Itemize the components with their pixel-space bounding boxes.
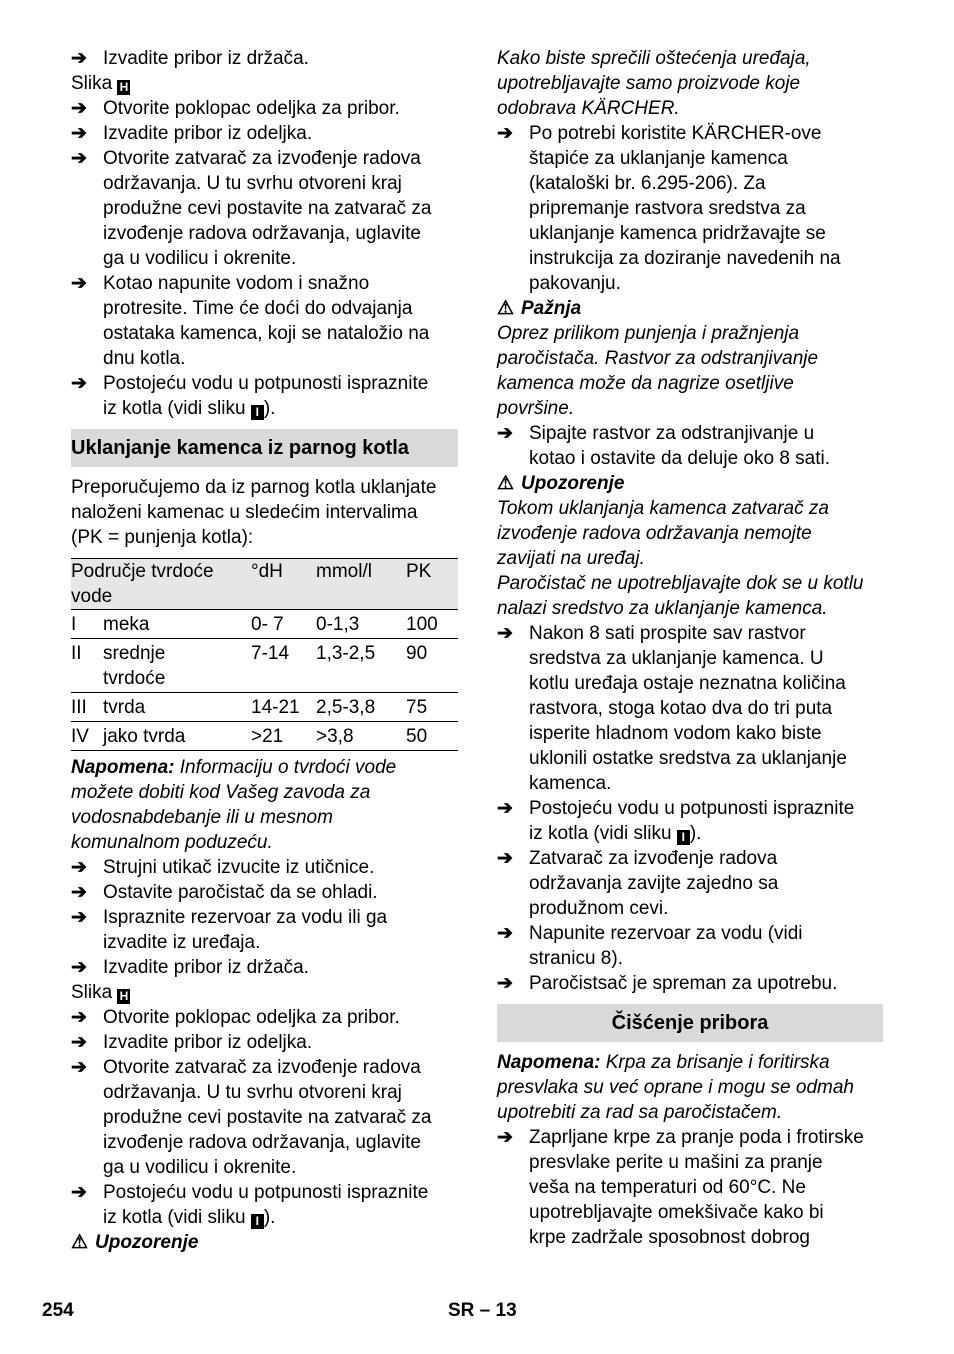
text-line: produžne cevi postavite na zatvarač za (103, 1107, 432, 1128)
table-cell-num: I (71, 610, 103, 639)
text-line: Otvorite poklopac odeljka za pribor. (103, 98, 400, 119)
text-line: Ostavite paročistač da se ohladi. (103, 882, 378, 903)
arrow-icon: ➔ (71, 273, 87, 294)
figure-h-icon: H (117, 80, 130, 95)
text-line: rastvora, stoga kotao dva do tri puta (529, 698, 833, 719)
arrow-icon: ➔ (497, 123, 513, 144)
text-line: Tokom uklanjanja kamenca zatvarač za (497, 498, 829, 519)
text-line: Zaprljane krpe za pranje poda i frotirske (529, 1127, 864, 1148)
text-line: Otvorite zatvarač za izvođenje radova (103, 1057, 421, 1078)
step-list (71, 855, 458, 980)
table-cell-name: meka (103, 610, 251, 639)
text-line: produžnom cevi. (529, 898, 669, 919)
caution-text (497, 321, 883, 421)
text-line: instrukcija za doziranje navedenih na (529, 248, 841, 269)
table-header-row (71, 559, 458, 610)
figure-i-icon: I (251, 1214, 264, 1229)
arrow-icon: ➔ (71, 148, 87, 169)
arrow-icon: ➔ (71, 907, 87, 928)
text-line: Otvorite poklopac odeljka za pribor. (103, 1007, 400, 1028)
step-list (71, 1005, 458, 1180)
table-cell-pk: 90 (406, 639, 458, 693)
text-line: odobrava KÄRCHER. (497, 98, 680, 119)
text-line: održavanja zavijte zajedno sa (529, 873, 779, 894)
text-line: uklanjanje kamenca pridržavajte se (529, 223, 826, 244)
text-line: ga u vodilicu i okrenite. (103, 248, 297, 269)
text-line: kamenca. (529, 773, 612, 794)
table-cell-num: IV (71, 722, 103, 751)
table-cell-pk: 100 (406, 610, 458, 639)
caution-label: ⚠ Pažnja (497, 298, 582, 319)
figure-reference: Slika H (71, 71, 458, 96)
text-line: kamenca može da nagrize osetljive (497, 373, 794, 394)
warning-text (497, 496, 883, 621)
warning-label: ⚠ Upozorenje (497, 473, 625, 494)
note-label: Napomena: (497, 1052, 601, 1073)
arrow-icon: ➔ (71, 98, 87, 119)
text-line: Zatvarač za izvođenje radova (529, 848, 778, 869)
text-line: pakovanju. (529, 273, 621, 294)
table-cell-pk: 75 (406, 693, 458, 722)
header-pk: PK (406, 559, 458, 610)
arrow-icon: ➔ (71, 48, 87, 69)
text-line: ostataka kamenca, koji se nataložio na (103, 323, 430, 344)
table-cell-num: II (71, 639, 103, 693)
arrow-icon: ➔ (71, 1032, 87, 1053)
arrow-icon: ➔ (71, 957, 87, 978)
left-column (71, 46, 458, 1255)
step-item (497, 921, 883, 971)
step-item (497, 121, 883, 296)
text-line: Kotao napunite vodom i snažno (103, 273, 370, 294)
text-line: stranicu 8). (529, 948, 623, 969)
step-list (71, 46, 458, 71)
warning-icon: ⚠ (497, 473, 515, 494)
arrow-icon: ➔ (71, 123, 87, 144)
text-line: pripremanje rastvora sredstva za (529, 198, 806, 219)
text-line: Izvadite pribor iz držača. (103, 957, 309, 978)
arrow-icon: ➔ (71, 1182, 87, 1203)
table-cell-num: III (71, 693, 103, 722)
text-line: Kako biste sprečili oštećenja uređaja, (497, 48, 811, 69)
section-heading: Uklanjanje kamenca iz parnog kotla (71, 429, 458, 467)
text-line: održavanja. U tu svrhu otvoreni kraj (103, 173, 402, 194)
step-item (497, 1125, 883, 1250)
step-list (71, 96, 458, 371)
arrow-icon: ➔ (71, 882, 87, 903)
table-row (71, 610, 458, 639)
table-cell-mmol: 2,5-3,8 (316, 693, 406, 722)
text-line: zavijati na uređaj. (497, 548, 645, 569)
arrow-icon: ➔ (497, 623, 513, 644)
table-cell-dh: 0- 7 (251, 610, 316, 639)
water-hardness-table (71, 558, 458, 751)
table-cell-mmol: 0-1,3 (316, 610, 406, 639)
text-line: Izvadite pribor iz odeljka. (103, 1032, 313, 1053)
text-line: kotao i ostavite da deluje oko 8 sati. (529, 448, 831, 469)
step-item (71, 96, 458, 121)
arrow-icon: ➔ (497, 973, 513, 994)
warning-icon: ⚠ (497, 298, 515, 319)
text-line: naloženi kamenac u sledećim intervalima (71, 502, 418, 523)
text-line: sredstva za uklanjanje kamenca. U (529, 648, 824, 669)
intro-paragraph (497, 46, 883, 121)
note-paragraph: Napomena: Informaciju o tvrdoći vode možete dobiti kod Vašeg zavoda za vodosnabdebanje ili u mesnom komunalnom poduzeću. (71, 757, 397, 853)
step-item (71, 1055, 458, 1180)
step-item (497, 621, 883, 796)
arrow-icon: ➔ (71, 857, 87, 878)
text-line: izvođenje radova održavanja, uglavite (103, 223, 421, 244)
step-item (497, 971, 883, 996)
step-item (71, 880, 458, 905)
step-item: ➔ Postojeću vodu u potpunosti ispraznite iz kotla (vidi sliku I ). (497, 798, 855, 844)
table-cell-dh: >21 (251, 722, 316, 751)
text-line: presvlake perite u mašini za pranje (529, 1152, 823, 1173)
header-dh: °dH (251, 559, 316, 610)
text-line: Izvadite pribor iz držača. (103, 48, 309, 69)
text-line: izvođenje radova održavanja nemojte (497, 523, 812, 544)
text-line: Otvorite zatvarač za izvođenje radova (103, 148, 421, 169)
text-line: Sipajte rastvor za odstranjivanje u (529, 423, 815, 444)
text-line: Strujni utikač izvucite iz utičnice. (103, 857, 375, 878)
header-hardness-area: Područje tvrdoće vode (71, 559, 251, 610)
table-cell-mmol: 1,3-2,5 (316, 639, 406, 693)
text-line: isperite hladnom vodom kako biste (529, 723, 822, 744)
figure-reference: Slika H (71, 980, 458, 1005)
text-line: ga u vodilicu i okrenite. (103, 1157, 297, 1178)
text-line: površine. (497, 398, 575, 419)
intro-paragraph (71, 475, 458, 550)
text-line: štapiće za uklanjanje kamenca (529, 148, 788, 169)
text-line: Nakon 8 sati prospite sav rastvor (529, 623, 806, 644)
text-line: veša na temperaturi od 60°C. Ne (529, 1177, 806, 1198)
arrow-icon: ➔ (497, 423, 513, 444)
table-cell-name: srednje tvrdoće (103, 639, 251, 693)
text-line: uklonili ostatke sredstva za uklanjanje (529, 748, 847, 769)
text-line: Paročistsač je spreman za upotrebu. (529, 973, 838, 994)
step-item (71, 1030, 458, 1055)
text-line: nalazi sredstvo za uklanjanje kamenca. (497, 598, 828, 619)
warning-label: ⚠ Upozorenje (71, 1232, 199, 1253)
arrow-icon: ➔ (71, 1007, 87, 1028)
step-item (497, 846, 883, 921)
arrow-icon: ➔ (71, 1057, 87, 1078)
text-line: izvadite iz uređaja. (103, 932, 261, 953)
page-number: 254 (42, 1300, 74, 1321)
text-line: održavanja. U tu svrhu otvoreni kraj (103, 1082, 402, 1103)
note-paragraph: Napomena: Krpa za brisanje i foritirska presvlaka su već oprane i mogu se odmah upotrebiti za rad sa paročistačem. (497, 1052, 854, 1123)
step-item (497, 421, 883, 471)
text-line: upotrebljavajte samo proizvode koje (497, 73, 801, 94)
right-column (497, 46, 883, 1250)
table-row (71, 722, 458, 751)
step-item (71, 146, 458, 271)
warning-icon: ⚠ (71, 1232, 89, 1253)
section-label: SR – 13 (448, 1300, 517, 1321)
table-row (71, 639, 458, 693)
text-line: upotrebljavajte omekšivače kako bi (529, 1202, 824, 1223)
section-heading: Čišćenje pribora (497, 1004, 883, 1042)
arrow-icon: ➔ (497, 923, 513, 944)
step-item (71, 955, 458, 980)
step-item (71, 46, 458, 71)
text-line: Ispraznite rezervoar za vodu ili ga (103, 907, 388, 928)
arrow-icon: ➔ (71, 373, 87, 394)
step-item (71, 905, 458, 955)
text-line: krpe zadržale sposobnost dobrog (529, 1227, 810, 1248)
text-line: Po potrebi koristite KÄRCHER-ove (529, 123, 822, 144)
figure-i-icon: I (677, 830, 690, 845)
table-cell-dh: 14-21 (251, 693, 316, 722)
step-item (71, 1005, 458, 1030)
table-cell-dh: 7-14 (251, 639, 316, 693)
table-cell-pk: 50 (406, 722, 458, 751)
text-line: Oprez prilikom punjenja i pražnjenja (497, 323, 800, 344)
text-line: Napunite rezervoar za vodu (vidi (529, 923, 803, 944)
table-cell-mmol: >3,8 (316, 722, 406, 751)
text-line: Preporučujemo da iz parnog kotla uklanjate (71, 477, 437, 498)
header-mmol: mmol/l (316, 559, 406, 610)
text-line: (PK = punjenja kotla): (71, 527, 254, 548)
step-item: ➔ Postojeću vodu u potpunosti ispraznite iz kotla (vidi sliku I ). (71, 1182, 429, 1228)
note-label: Napomena: (71, 757, 175, 778)
text-line: produžne cevi postavite na zatvarač za (103, 198, 432, 219)
text-line: kotlu uređaja ostaje neznatna količina (529, 673, 846, 694)
step-item (71, 121, 458, 146)
arrow-icon: ➔ (497, 848, 513, 869)
text-line: Izvadite pribor iz odeljka. (103, 123, 313, 144)
table-row (71, 693, 458, 722)
step-item: ➔ Postojeću vodu u potpunosti ispraznite iz kotla (vidi sliku I ). (71, 373, 429, 419)
step-item (71, 855, 458, 880)
arrow-icon: ➔ (497, 798, 513, 819)
text-line: paročistača. Rastvor za odstranjivanje (497, 348, 819, 369)
figure-h-icon: H (117, 989, 130, 1004)
text-line: (kataloški br. 6.295-206). Za (529, 173, 766, 194)
step-item (71, 271, 458, 371)
table-cell-name: tvrda (103, 693, 251, 722)
text-line: protresite. Time će doći do odvajanja (103, 298, 413, 319)
text-line: dnu kotla. (103, 348, 186, 369)
figure-i-icon: I (251, 405, 264, 420)
text-line: izvođenje radova održavanja, uglavite (103, 1132, 421, 1153)
text-line: Paročistač ne upotrebljavajte dok se u kotlu (497, 573, 864, 594)
arrow-icon: ➔ (497, 1127, 513, 1148)
table-cell-name: jako tvrda (103, 722, 251, 751)
